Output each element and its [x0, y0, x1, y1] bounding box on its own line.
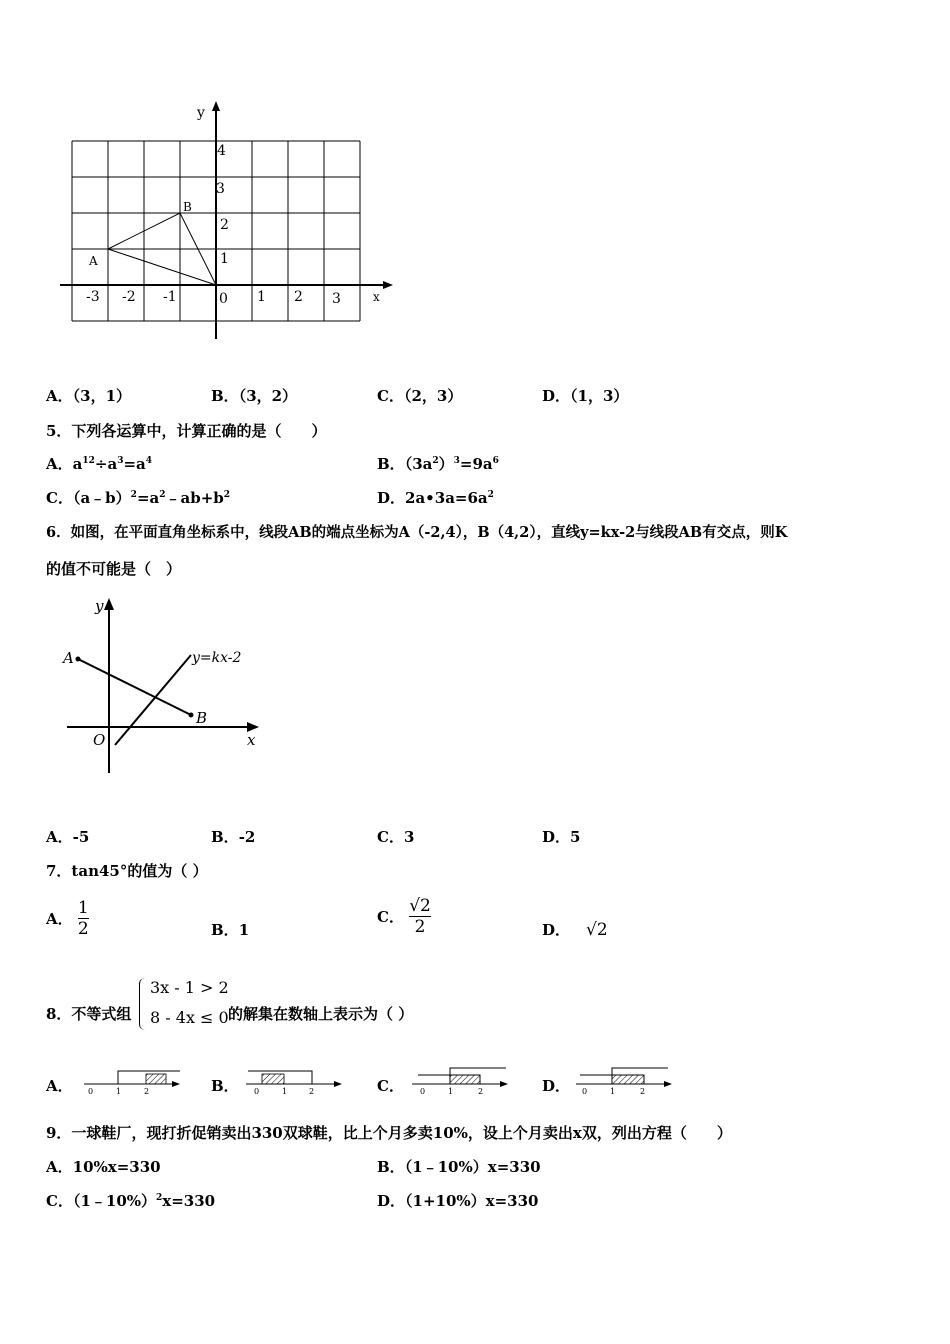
- q5-stem: 5．下列各运算中，计算正确的是（ ）: [46, 422, 327, 440]
- fraction: $\frac{1}{2}$: [77, 898, 89, 939]
- q8-stem-post: 的解集在数轴上表示为（ ）: [228, 1005, 414, 1023]
- q6-stem-line1: 6．如图，在平面直角坐标系中，线段AB的端点坐标为A（-2,4），B（4,2），直线y=kx-2与线段AB有交点，则K: [46, 524, 788, 541]
- y-axis-label: y: [95, 597, 104, 615]
- tick-label: 1: [116, 1087, 122, 1096]
- q8-option-a[interactable]: A．: [46, 1077, 73, 1095]
- q9-option-b[interactable]: B．（1﹣10%）x=330: [377, 1158, 541, 1176]
- x-tick: 0: [219, 291, 228, 307]
- q7-option-a[interactable]: A． $\frac{1}{2}$: [46, 898, 89, 939]
- q8-number-line-c: [408, 1062, 513, 1098]
- x-axis-arrow: [383, 281, 393, 289]
- q4-option-d[interactable]: D．（1，3）: [542, 387, 629, 405]
- tick-label: 0: [88, 1087, 94, 1096]
- q7-stem: 7．tan45°的值为（ ）: [46, 862, 208, 880]
- point-a-label: A: [89, 254, 98, 268]
- tick-label: 0: [254, 1087, 260, 1096]
- y-axis-arrow: [212, 101, 220, 111]
- q7-option-b[interactable]: B．1: [211, 921, 250, 939]
- x-axis-label: x: [373, 290, 380, 304]
- x-tick: 3: [332, 291, 341, 307]
- line-label: y=kx-2: [192, 650, 242, 666]
- q5-option-d[interactable]: D．$2a•3a=6a^2$: [377, 489, 494, 507]
- q9-option-a[interactable]: A．10%x=330: [46, 1158, 161, 1176]
- q9-option-d[interactable]: D．（1+10%）x=330: [377, 1192, 539, 1210]
- y-tick: 2: [220, 217, 229, 233]
- q6-option-d[interactable]: D．5: [542, 828, 581, 846]
- tick-label: 2: [640, 1087, 646, 1096]
- q9-option-c[interactable]: C．（1﹣10%）$^2$x=330: [46, 1192, 216, 1210]
- q8-inequality-2: 8 - 4x ≤ 0: [150, 1008, 229, 1027]
- point-a: [76, 657, 81, 662]
- x-tick: 2: [294, 289, 303, 305]
- tick-label: 1: [282, 1087, 288, 1096]
- point-a-label: A: [63, 649, 74, 667]
- q8-option-b[interactable]: B．: [211, 1077, 239, 1095]
- fraction: $\frac{√2}{2}$: [409, 896, 431, 937]
- q8-number-line-d: [572, 1062, 677, 1098]
- q7-option-c[interactable]: C． $\frac{√2}{2}$: [377, 896, 431, 937]
- q5-option-c[interactable]: C．$(a﹣b)^2=a^2﹣ab+b^2$: [46, 489, 231, 507]
- tick-label: 1: [448, 1087, 454, 1096]
- x-tick: -3: [86, 289, 100, 305]
- line-kx-2: [115, 655, 191, 745]
- y-axis-label: y: [197, 105, 205, 121]
- q8-inequality-1: 3x - 1 > 2: [150, 978, 229, 997]
- q4-option-b[interactable]: B．（3，2）: [211, 387, 298, 405]
- q8-brace: [139, 978, 148, 1030]
- x-axis-label: x: [247, 731, 256, 749]
- q4-option-a[interactable]: A．（3，1）: [46, 387, 132, 405]
- q8-option-d[interactable]: D．: [542, 1077, 571, 1095]
- q4-coordinate-grid: [55, 95, 400, 345]
- x-tick: -2: [122, 289, 136, 305]
- tick-label: 2: [309, 1087, 315, 1096]
- tick-label: 2: [144, 1087, 150, 1096]
- point-b-label: B: [183, 200, 192, 214]
- q6-option-b[interactable]: B．-2: [211, 828, 256, 846]
- q7-option-d[interactable]: D． √2: [542, 920, 608, 940]
- y-axis-arrow: [104, 598, 114, 610]
- x-tick: 1: [257, 289, 266, 305]
- y-tick: 3: [216, 181, 225, 197]
- point-b-label: B: [196, 709, 208, 727]
- y-tick: 1: [220, 251, 229, 267]
- q6-option-a[interactable]: A．-5: [46, 828, 90, 846]
- q8-number-line-a: [80, 1062, 185, 1098]
- tick-label: 0: [582, 1087, 588, 1096]
- q4-option-c[interactable]: C．（2，3）: [377, 387, 463, 405]
- q8-number-line-b: [242, 1062, 347, 1098]
- origin-label: O: [93, 731, 106, 749]
- q6-stem-line2: 的值不可能是（ ）: [46, 560, 182, 578]
- point-b: [189, 713, 194, 718]
- segment-ab: [78, 659, 191, 715]
- q8-option-c[interactable]: C．: [377, 1077, 404, 1095]
- x-tick: -1: [163, 289, 177, 305]
- tick-label: 2: [478, 1087, 484, 1096]
- q6-graph: [55, 593, 270, 783]
- tick-label: 1: [610, 1087, 616, 1096]
- q5-option-b[interactable]: B．$(3a^2)^3=9a^6$: [377, 455, 499, 473]
- q8-stem-pre: 8．不等式组: [46, 1005, 132, 1023]
- q6-option-c[interactable]: C．3: [377, 828, 415, 846]
- y-tick: 4: [217, 143, 226, 159]
- q5-option-a[interactable]: A．$a^{12}\div a^3=a^4$: [46, 455, 153, 473]
- q9-stem: 9．一球鞋厂，现打折促销卖出330双球鞋，比上个月多卖10%，设上个月卖出x双，列出方程（ ）: [46, 1124, 732, 1142]
- tick-label: 0: [420, 1087, 426, 1096]
